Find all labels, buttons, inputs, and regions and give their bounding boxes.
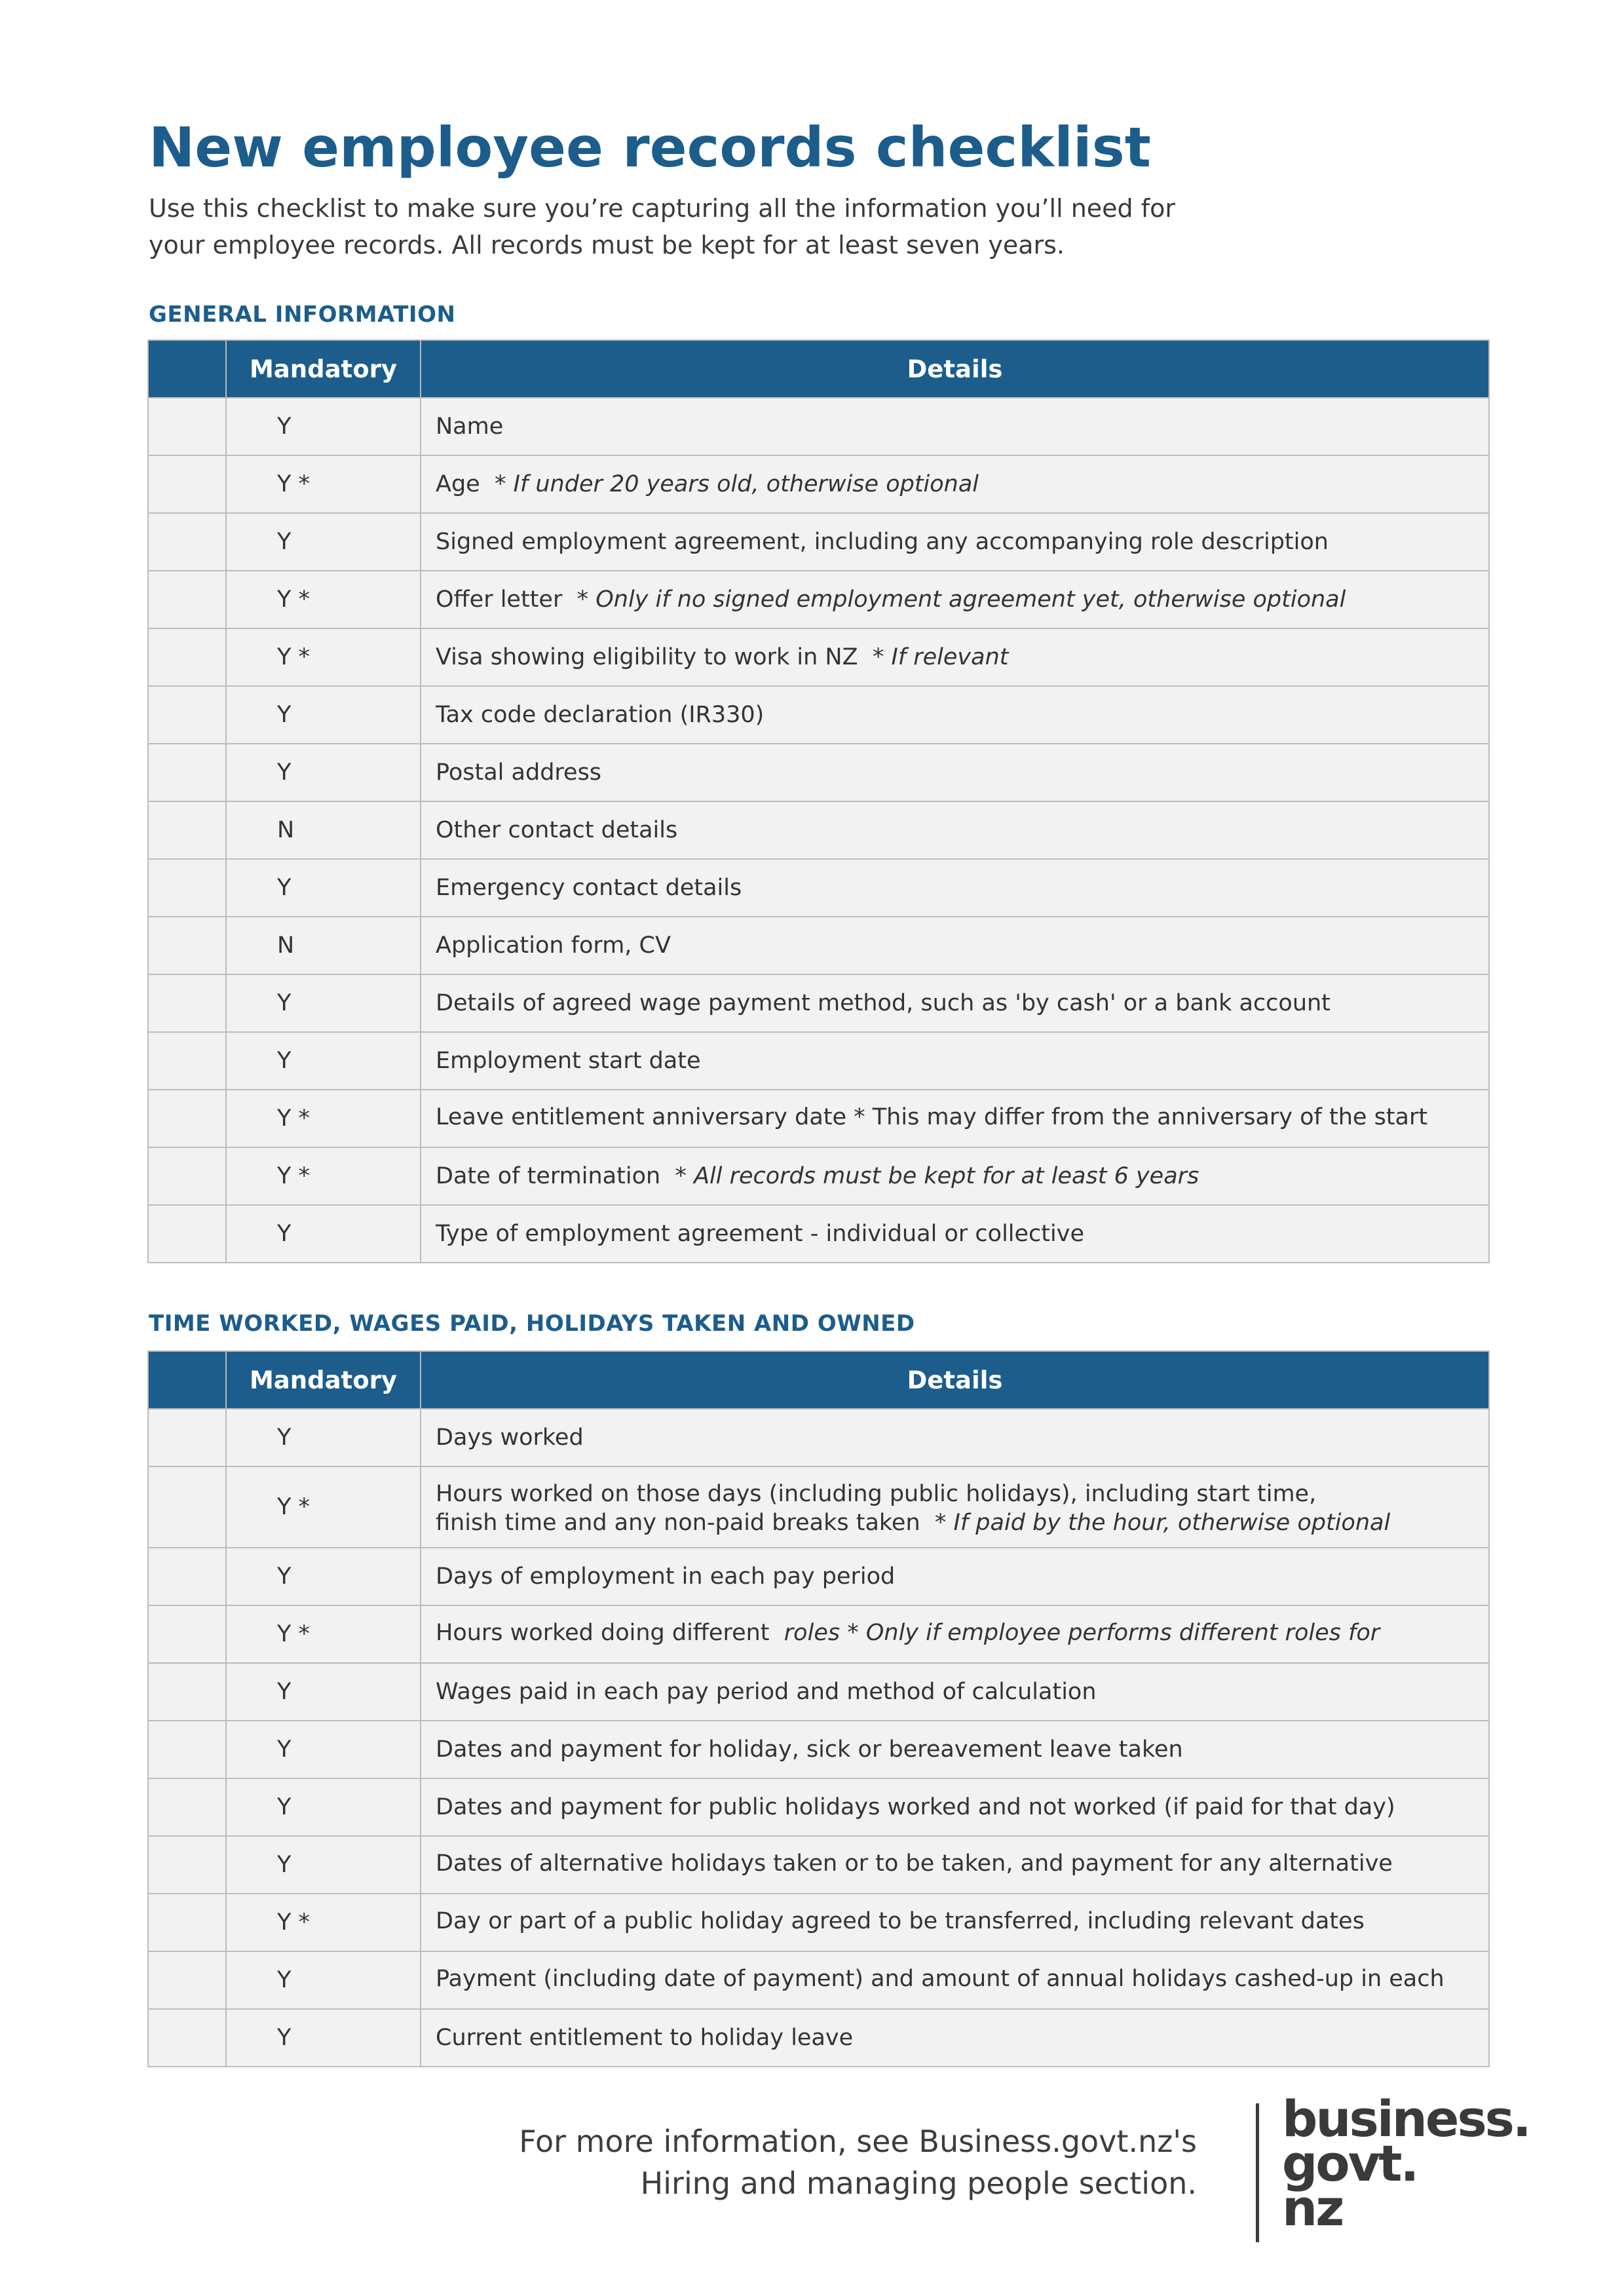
- detail-text: [436, 700, 1477, 729]
- detail-cell: [421, 1894, 1489, 1951]
- details-column-header: Details: [421, 340, 1489, 398]
- detail-text: [436, 1103, 1477, 1132]
- mandatory-value: Y: [226, 1409, 421, 1466]
- detail-cell: [421, 686, 1489, 744]
- mandatory-value: Y: [226, 1548, 421, 1605]
- intro-line: your employee records. All records must be kept for at least seven years.: [149, 231, 1065, 259]
- logo-divider: [1256, 2103, 1259, 2242]
- detail-text: [436, 1423, 1477, 1452]
- mandatory-value: Y: [226, 859, 421, 917]
- detail-label: Age: [436, 471, 480, 497]
- table-row: [148, 1836, 1489, 1894]
- detail-note: * If relevant: [872, 644, 1009, 670]
- detail-label: Dates and payment for public holidays worked and not worked (if paid for that day): [436, 1794, 1395, 1820]
- table-row: [148, 859, 1489, 917]
- row-checkbox-cell[interactable]: [148, 917, 226, 974]
- mandatory-value: Y *: [226, 1090, 421, 1147]
- checkbox-column-header: [148, 340, 226, 398]
- row-checkbox-cell[interactable]: [148, 1721, 226, 1778]
- mandatory-value: N: [226, 801, 421, 859]
- table-row: [148, 1147, 1489, 1205]
- detail-cell: [421, 1663, 1489, 1721]
- detail-text: [436, 1677, 1477, 1706]
- detail-note: * All records must be kept for at least 6 years: [675, 1163, 1199, 1189]
- table-row: [148, 1778, 1489, 1836]
- detail-text: [436, 1046, 1477, 1075]
- mandatory-value: Y *: [226, 455, 421, 513]
- detail-label: Name: [436, 413, 504, 440]
- mandatory-value: Y *: [226, 571, 421, 628]
- row-checkbox-cell[interactable]: [148, 1605, 226, 1663]
- footer-line: Hiring and managing people section.: [640, 2166, 1197, 2201]
- detail-text: [436, 873, 1477, 902]
- detail-label: Offer letter: [436, 586, 563, 613]
- detail-label: Dates and payment for holiday, sick or bereavement leave taken: [436, 1736, 1183, 1763]
- detail-text: [436, 1849, 1477, 1878]
- detail-text: [436, 470, 1477, 499]
- detail-text: [436, 2023, 1477, 2052]
- table-header-row: [148, 340, 1489, 398]
- detail-text: [436, 585, 1477, 614]
- row-checkbox-cell[interactable]: [148, 1951, 226, 2009]
- table-row: [148, 1466, 1489, 1548]
- detail-text: [436, 412, 1477, 441]
- row-checkbox-cell[interactable]: [148, 1032, 226, 1090]
- detail-text: [436, 1162, 1477, 1191]
- mandatory-column-header: Mandatory: [226, 1351, 421, 1409]
- table-row: [148, 1032, 1489, 1090]
- row-checkbox-cell[interactable]: [148, 1466, 226, 1548]
- mandatory-value: Y: [226, 513, 421, 571]
- detail-text: [436, 1618, 1477, 1647]
- footer-info: [519, 2120, 1197, 2204]
- detail-cell: [421, 398, 1489, 455]
- detail-label: Day or part of a public holiday agreed to be transferred, including relevant dates: [436, 1908, 1365, 1934]
- table-row: [148, 1090, 1489, 1147]
- row-checkbox-cell[interactable]: [148, 1090, 226, 1147]
- table-row: [148, 455, 1489, 513]
- row-checkbox-cell[interactable]: [148, 974, 226, 1032]
- row-checkbox-cell[interactable]: [148, 1836, 226, 1894]
- detail-label: Days worked: [436, 1425, 584, 1451]
- detail-cell: [421, 1147, 1489, 1205]
- detail-label: Hours worked on those days (including public holidays), including start time,: [436, 1481, 1317, 1507]
- detail-note: * If paid by the hour, otherwise optional: [934, 1510, 1391, 1535]
- table-row: [148, 686, 1489, 744]
- table-row: [148, 744, 1489, 801]
- detail-cell: [421, 974, 1489, 1032]
- table-row: [148, 1894, 1489, 1951]
- row-checkbox-cell[interactable]: [148, 1147, 226, 1205]
- mandatory-value: Y: [226, 1951, 421, 2009]
- detail-label: Dates of alternative holidays taken or to be taken, and payment for any alternative: [436, 1850, 1393, 1877]
- detail-cell: [421, 1548, 1489, 1605]
- row-checkbox-cell[interactable]: [148, 2009, 226, 2067]
- mandatory-value: Y *: [226, 1466, 421, 1548]
- detail-cell: [421, 1836, 1489, 1894]
- table-row: [148, 1205, 1489, 1263]
- detail-text: [436, 816, 1477, 845]
- mandatory-value: Y *: [226, 1605, 421, 1663]
- table-row: [148, 2009, 1489, 2067]
- detail-cell: [421, 859, 1489, 917]
- intro-line: Use this checklist to make sure you’re capturing all the information you’ll need for: [149, 194, 1175, 223]
- mandatory-value: Y: [226, 1721, 421, 1778]
- row-checkbox-cell[interactable]: [148, 1894, 226, 1951]
- detail-text: [436, 643, 1477, 672]
- detail-cell: [421, 1466, 1489, 1548]
- detail-label: Signed employment agreement, including any accompanying role description: [436, 529, 1329, 555]
- detail-cell: [421, 1721, 1489, 1778]
- detail-cell: [421, 1778, 1489, 1836]
- detail-cell: [421, 1090, 1489, 1147]
- detail-cell: [421, 571, 1489, 628]
- detail-text: [436, 758, 1477, 787]
- checkbox-column-header: [148, 1351, 226, 1409]
- detail-text: [436, 1219, 1477, 1248]
- table-row: [148, 1409, 1489, 1466]
- detail-text: [436, 527, 1477, 556]
- mandatory-value: Y: [226, 744, 421, 801]
- detail-cell: [421, 917, 1489, 974]
- detail-cell: [421, 744, 1489, 801]
- detail-cell: [421, 1605, 1489, 1663]
- table-row: [148, 513, 1489, 571]
- table-header-row: [148, 1351, 1489, 1409]
- detail-text: [436, 1735, 1477, 1764]
- mandatory-value: Y: [226, 1836, 421, 1894]
- table-row: [148, 1951, 1489, 2009]
- detail-label: Application form, CV: [436, 932, 671, 959]
- mandatory-value: N: [226, 917, 421, 974]
- table-row: [148, 917, 1489, 974]
- business-govt-nz-logo: [1282, 2090, 1530, 2237]
- logo-line: nz: [1282, 2179, 1343, 2237]
- general-information-table: [147, 339, 1490, 1263]
- logo-line: business.: [1282, 2090, 1530, 2148]
- detail-text: [436, 931, 1477, 960]
- detail-label: Payment (including date of payment) and amount of annual holidays cashed-up in each: [436, 1966, 1445, 1992]
- detail-text: [436, 1907, 1477, 1936]
- detail-label: Wages paid in each pay period and method of calculation: [436, 1679, 1097, 1705]
- detail-label: Other contact details: [436, 817, 678, 843]
- detail-cell: [421, 1205, 1489, 1263]
- row-checkbox-cell[interactable]: [148, 628, 226, 686]
- detail-label: Details of agreed wage payment method, such as 'by cash' or a bank account: [436, 990, 1331, 1016]
- mandatory-value: Y *: [226, 1894, 421, 1951]
- detail-cell: [421, 1951, 1489, 2009]
- mandatory-column-header: Mandatory: [226, 340, 421, 398]
- table-row: [148, 1605, 1489, 1663]
- detail-cell: [421, 801, 1489, 859]
- detail-text: [436, 1964, 1477, 1993]
- row-checkbox-cell[interactable]: [148, 801, 226, 859]
- mandatory-value: Y: [226, 398, 421, 455]
- detail-text: [436, 1562, 1477, 1591]
- row-checkbox-cell[interactable]: [148, 1778, 226, 1836]
- table-row: [148, 801, 1489, 859]
- detail-cell: [421, 1032, 1489, 1090]
- table-row: [148, 974, 1489, 1032]
- page-title: New employee records checklist: [149, 115, 1151, 180]
- section-heading-general-information: GENERAL INFORMATION: [149, 301, 456, 328]
- details-column-header: Details: [421, 1351, 1489, 1409]
- mandatory-value: Y: [226, 974, 421, 1032]
- detail-label: Hours worked doing different: [436, 1620, 770, 1646]
- detail-note: * Only if no signed employment agreement yet, otherwise optional: [576, 586, 1346, 613]
- detail-label: Employment start date: [436, 1048, 701, 1074]
- detail-cell: [421, 455, 1489, 513]
- detail-label: Days of employment in each pay period: [436, 1563, 896, 1590]
- row-checkbox-cell[interactable]: [148, 513, 226, 571]
- detail-cell: [421, 1409, 1489, 1466]
- detail-label: Emergency contact details: [436, 875, 742, 901]
- row-checkbox-cell[interactable]: [148, 1205, 226, 1263]
- detail-cell: [421, 2009, 1489, 2067]
- row-checkbox-cell[interactable]: [148, 1663, 226, 1721]
- intro-text: [149, 190, 1393, 263]
- detail-note: * If under 20 years old, otherwise optional: [494, 471, 979, 497]
- detail-text: [436, 1480, 1477, 1535]
- detail-text: [436, 1793, 1477, 1822]
- mandatory-value: Y: [226, 1205, 421, 1263]
- mandatory-value: Y *: [226, 1147, 421, 1205]
- logo-line: govt.: [1282, 2134, 1418, 2192]
- detail-label: Visa showing eligibility to work in NZ: [436, 644, 858, 670]
- detail-note: roles * Only if employee performs different roles for: [784, 1620, 1380, 1646]
- row-checkbox-cell[interactable]: [148, 1409, 226, 1466]
- detail-text: [436, 989, 1477, 1018]
- table-row: [148, 571, 1489, 628]
- detail-label: Date of termination: [436, 1163, 661, 1189]
- row-checkbox-cell[interactable]: [148, 398, 226, 455]
- mandatory-value: Y: [226, 1663, 421, 1721]
- section-heading-time-worked: TIME WORKED, WAGES PAID, HOLIDAYS TAKEN AND OWNED: [149, 1311, 915, 1337]
- row-checkbox-cell[interactable]: [148, 1548, 226, 1605]
- detail-label: Type of employment agreement - individual or collective: [436, 1221, 1084, 1247]
- detail-label: Leave entitlement anniversary date * This may differ from the anniversary of the start: [436, 1104, 1428, 1130]
- table-row: [148, 628, 1489, 686]
- mandatory-value: Y *: [226, 628, 421, 686]
- table-row: [148, 1721, 1489, 1778]
- row-checkbox-cell[interactable]: [148, 455, 226, 513]
- detail-cell: [421, 628, 1489, 686]
- mandatory-value: Y: [226, 686, 421, 744]
- detail-cell: [421, 513, 1489, 571]
- row-checkbox-cell[interactable]: [148, 859, 226, 917]
- detail-label: Postal address: [436, 759, 602, 786]
- table-row: [148, 398, 1489, 455]
- mandatory-value: Y: [226, 2009, 421, 2067]
- table-row: [148, 1548, 1489, 1605]
- mandatory-value: Y: [226, 1032, 421, 1090]
- row-checkbox-cell[interactable]: [148, 744, 226, 801]
- row-checkbox-cell[interactable]: [148, 686, 226, 744]
- detail-label: Current entitlement to holiday leave: [436, 2025, 854, 2051]
- row-checkbox-cell[interactable]: [148, 571, 226, 628]
- footer-line: For more information, see Business.govt.nz's: [519, 2124, 1197, 2159]
- detail-label: Tax code declaration (IR330): [436, 702, 765, 728]
- time-worked-table: [147, 1350, 1490, 2067]
- mandatory-value: Y: [226, 1778, 421, 1836]
- detail-label-continued: finish time and any non-paid breaks taken: [436, 1510, 920, 1535]
- table-row: [148, 1663, 1489, 1721]
